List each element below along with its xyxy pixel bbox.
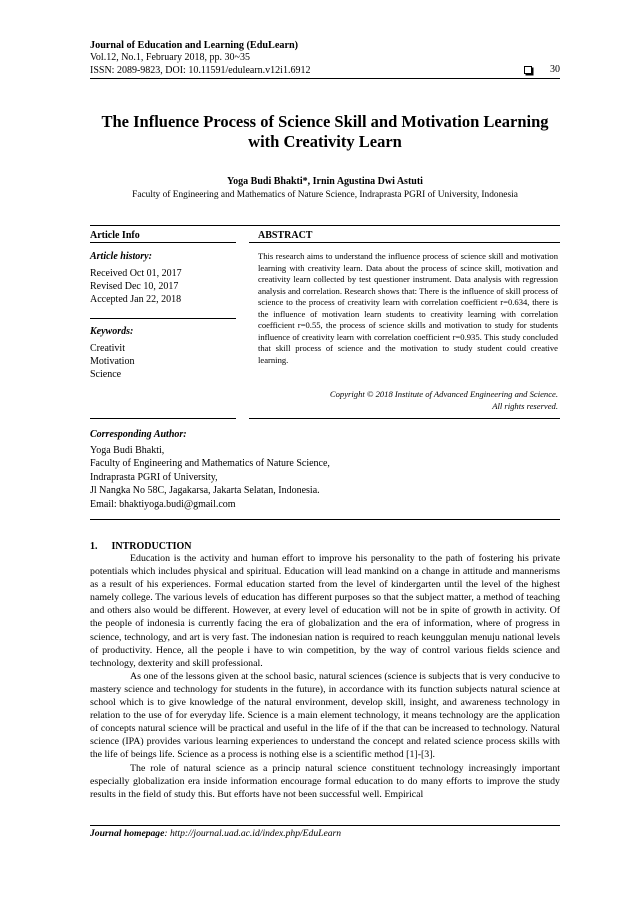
- history-revised: Revised Dec 10, 2017: [90, 281, 179, 293]
- abstract-text: This research aims to understand the influence process of science skill and motivation learning with creativity learn. Data about the process of scince skill, motivation and creativity learn collected by test questioner instrument. Data analysis with regression analysis and correlation. Research shows that: There is the influence of skill process of science to the process of creativity learn with correlation coefficient r=0.634, there is the influence of motivation learn students to creativity learning with correlation coefficient r=0.55, the process of science skills and motivation to study for students influence of creativity learn with correlation coefficient r=0.935. This study concluded that skill process of science and the motivation to study student could creative learning.: [258, 251, 558, 365]
- introduction-body: [90, 552, 560, 801]
- corresponding-author-block: [90, 444, 560, 511]
- corr-address: Jl Nangka No 58C, Jagakarsa, Jakarta Selatan, Indonesia.: [90, 485, 320, 497]
- corr-university: Indraprasta PGRI of University,: [90, 471, 218, 483]
- corr-faculty: Faculty of Engineering and Mathematics of Nature Science,: [90, 458, 330, 470]
- footer-rule: [90, 825, 560, 826]
- keyword-item: Motivation: [90, 356, 135, 368]
- issn-line: ISSN: 2089-9823, DOI: 10.11591/edulearn.v12i1.6912: [90, 64, 311, 76]
- article-info-heading: Article Info: [90, 230, 140, 241]
- keywords-rule: [90, 318, 236, 319]
- header-rule: [90, 78, 560, 79]
- paragraph: The role of natural science as a princip natural science constituent technology increasingly important especially globalization era inside information encourage formal education to do many efforts to improve the study results in the field of study this. But efforts have not been successful well. Empirical: [90, 762, 560, 800]
- authors: Yoga Budi Bhakti*, Irnin Agustina Dwi Astuti: [227, 176, 423, 187]
- ballot-box-icon: [524, 66, 532, 74]
- copyright: [258, 389, 558, 412]
- keywords-list: [90, 342, 134, 382]
- section-number: 1.: [90, 541, 98, 552]
- keywords-heading: Keywords:: [90, 326, 134, 337]
- copyright-line-2: All rights reserved.: [492, 400, 558, 411]
- info-head-rule: [90, 242, 236, 243]
- corresponding-author-heading: Corresponding Author:: [90, 429, 187, 440]
- page-number: 30: [550, 64, 560, 75]
- footer: [90, 828, 341, 840]
- corr-email: Email: bhaktiyoga.budi@gmail.com: [90, 498, 236, 510]
- paragraph: Education is the activity and human effort to improve his personality to the path of fostering his private potentials which includes physical and spiritual. Education will lead mankind on a change in attitude and mannerisms as a result of his experiences. Formal education started from the level of kindergarten until the level of the highest namely college. The various levels of education has different purposes so that the subject matter, a method of teaching and others also would be different. However, at every level of education will not be in spite of growth in activity. Of the people of indonesia is currently facing the era of globalization and the era of information, where of progress in science, technology, and art is very fast. The indonesian nation is required to reach keunggulan menuju national levels of productivity. Hence, all the people i have to win competition, by the way of control various fields science and technology, dexterity and skill professional.: [90, 553, 560, 669]
- keyword-item: Science: [90, 369, 122, 381]
- corr-bottom-rule: [90, 519, 560, 520]
- history-accepted: Accepted Jan 22, 2018: [90, 294, 182, 306]
- keyword-item: Creativit: [90, 343, 125, 354]
- top-rule: [90, 225, 560, 226]
- info-bottom-rule: [90, 418, 236, 419]
- footer-url[interactable]: : http://journal.uad.ac.id/index.php/EduLearn: [164, 828, 342, 839]
- history-heading: Article history:: [90, 251, 152, 262]
- history-list: [90, 267, 182, 307]
- title-line-2: with Creativity Learn: [248, 132, 402, 151]
- header-page-info: [524, 64, 560, 77]
- copyright-line-1: Copyright © 2018 Institute of Advanced Engineering and Science.: [329, 389, 558, 399]
- footer-label: Journal homepage: [90, 828, 165, 839]
- journal-name: Journal of Education and Learning (EduLearn): [90, 40, 299, 51]
- paper-title: [80, 112, 570, 152]
- abstract-heading: ABSTRACT: [258, 230, 313, 241]
- journal-header: [90, 39, 560, 77]
- history-received: Received Oct 01, 2017: [90, 268, 182, 279]
- abstract-bottom-rule: [249, 418, 560, 419]
- affiliation: Faculty of Engineering and Mathematics of Nature Science, Indraprasta PGRI of University, Indonesia: [132, 190, 518, 200]
- volume-line: Vol.12, No.1, February 2018, pp. 30~35: [90, 52, 250, 63]
- abstract-head-rule: [249, 242, 560, 243]
- paragraph: As one of the lessons given at the school basic, natural sciences (science is subjects that is very conducive to mastery science and technology for students in the future), in accordance with its function subjects natural science at school which is to give knowledge of the natural environment, develop skill, insight, and awareness technology in relation to the use of for everyday life. Science is a main element technology, it means technology are the application of concepts natural science will be practical and useful in the life of if the that can be increased to technology. Natural science (IPA) provides various learning experiences to understand the concept and related science process skills with the life of beings life. Science as a process is nothing else is a scientific method [1]-[3].: [90, 670, 560, 761]
- title-line-1: The Influence Process of Science Skill and Motivation Learning: [101, 112, 549, 131]
- corr-name: Yoga Budi Bhakti,: [90, 445, 165, 456]
- section-title-text: INTRODUCTION: [111, 541, 192, 552]
